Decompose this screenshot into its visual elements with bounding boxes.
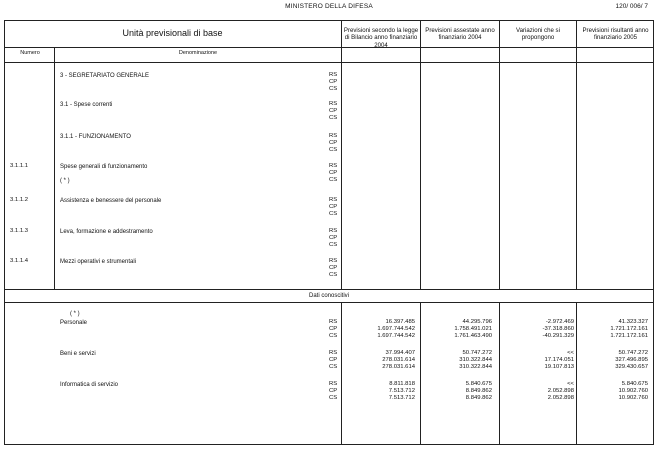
row-type: CP: [329, 108, 338, 114]
col-rule-3-lower: [499, 302, 500, 445]
prev-bilancio-value: 278.031.614: [382, 357, 415, 363]
upb-number: 3.1.1.2: [10, 197, 29, 203]
row-type: CP: [329, 204, 338, 210]
upb-label: 3 - SEGRETARIATO GENERALE: [60, 73, 150, 79]
prev-bilancio-header: Previsioni secondo la legge di Bilancio anno finanziario 2004: [343, 27, 419, 49]
row-type: CS: [329, 115, 338, 121]
row-type: RS: [329, 350, 338, 356]
row-type: CS: [329, 364, 338, 370]
dati-group-label: Informatica di servizio: [60, 382, 119, 388]
prev-assestate-value: 1.761.463.490: [454, 333, 492, 339]
row-type: CP: [329, 265, 338, 271]
variazione-value: -37.318.860: [542, 326, 574, 332]
col-rule-2: [420, 20, 421, 289]
upb-number: 3.1.1.1: [10, 163, 29, 169]
prev-bilancio-value: 16.397.485: [385, 319, 415, 325]
upb-label: Assistenza e benessere del personale: [60, 198, 162, 204]
row-type: RS: [329, 72, 338, 78]
prev-risultanti-header: Previsioni risultanti anno finanziario 2005: [582, 27, 649, 42]
prev-bilancio-value: 278.031.614: [382, 364, 415, 370]
prev-bilancio-value: 1.697.744.542: [377, 333, 415, 339]
row-type: CS: [329, 333, 338, 339]
prev-assestate-value: 50.747.272: [462, 350, 492, 356]
prev-bilancio-value: 1.697.744.542: [377, 326, 415, 332]
prev-assestate-value: 44.295.796: [462, 319, 492, 325]
prev-risultanti-value: 5.840.675: [621, 381, 648, 387]
prev-risultanti-value: 329.430.657: [615, 364, 648, 370]
col-rule-4: [576, 20, 577, 289]
prev-bilancio-value: 7.513.712: [388, 395, 415, 401]
upb-label: Leva, formazione e addestramento: [60, 229, 153, 235]
row-type: RS: [329, 163, 338, 169]
variazione-value: <<: [567, 381, 574, 387]
row-type: RS: [329, 319, 338, 325]
row-type: CS: [329, 211, 338, 217]
row-type: CP: [329, 79, 338, 85]
row-type: CP: [329, 140, 338, 146]
col-rule-3: [499, 20, 500, 289]
row-type: CS: [329, 272, 338, 278]
prev-assestate-value: 8.849.862: [465, 395, 492, 401]
row-type: CP: [329, 235, 338, 241]
denominazione-header: Denominazione: [178, 50, 218, 56]
prev-bilancio-value: 8.811.818: [389, 381, 415, 387]
header-divider: [4, 47, 654, 48]
upb-number: 3.1.1.3: [10, 228, 29, 234]
row-type: RS: [329, 197, 338, 203]
prev-assestate-value: 5.840.675: [465, 381, 492, 387]
variazione-value: 2.052.898: [547, 388, 574, 394]
upb-label-note: ( * ): [60, 178, 70, 184]
row-type: CP: [329, 357, 338, 363]
variazione-value: 2.052.898: [547, 395, 574, 401]
row-type: RS: [329, 133, 338, 139]
dati-note: ( * ): [70, 311, 80, 317]
row-type: CP: [329, 388, 338, 394]
prev-assestate-value: 310.322.844: [459, 364, 492, 370]
row-type: RS: [329, 101, 338, 107]
prev-bilancio-value: 37.994.407: [385, 350, 415, 356]
row-type: CS: [329, 147, 338, 153]
row-type: RS: [329, 228, 338, 234]
col-rule-2-lower: [420, 302, 421, 445]
upb-label: Spese generali di funzionamento: [60, 164, 148, 170]
row-type: RS: [329, 258, 338, 264]
variazione-value: -2.972.469: [545, 319, 574, 325]
row-type: CS: [329, 242, 338, 248]
variazione-value: -40.291.329: [542, 333, 574, 339]
variazione-value: 17.174.051: [544, 357, 574, 363]
row-type: CS: [329, 86, 338, 92]
dati-bottom-rule: [4, 302, 654, 303]
page-number: 120/ 006/ 7: [615, 3, 648, 10]
unita-header: Unità previsionali di base: [122, 28, 223, 38]
dati-conoscitivi-title: Dati conoscitivi: [308, 293, 349, 299]
dati-top-rule: [4, 289, 654, 290]
upb-label: 3.1 - Spese correnti: [60, 102, 113, 108]
col-rule-1-lower: [341, 302, 342, 445]
dati-group-label: Beni e servizi: [60, 351, 96, 357]
ministry-title: MINISTERO DELLA DIFESA: [285, 3, 373, 10]
prev-risultanti-value: 10.902.760: [618, 388, 648, 394]
row-type: CP: [329, 170, 338, 176]
upb-label: Mezzi operativi e strumentali: [60, 259, 137, 265]
row-type: CS: [329, 177, 338, 183]
prev-risultanti-value: 50.747.272: [618, 350, 648, 356]
prev-assestate-value: 8.849.862: [465, 388, 492, 394]
variazione-value: 19.107.813: [544, 364, 574, 370]
row-type: CS: [329, 395, 338, 401]
upb-number: 3.1.1.4: [10, 258, 29, 264]
numero-column-rule: [54, 48, 55, 289]
numero-header: Numero: [20, 50, 40, 56]
variazione-value: <<: [567, 350, 574, 356]
prev-assestate-value: 1.758.491.021: [454, 326, 492, 332]
upb-label: 3.1.1 - FUNZIONAMENTO: [60, 134, 131, 140]
row-type: CP: [329, 326, 338, 332]
prev-risultanti-value: 41.323.327: [618, 319, 648, 325]
prev-risultanti-value: 327.496.895: [615, 357, 648, 363]
prev-risultanti-value: 1.721.172.161: [610, 326, 648, 332]
dati-group-label: Personale: [60, 320, 88, 326]
prev-risultanti-value: 10.902.760: [618, 395, 648, 401]
variazioni-header: Variazioni che si propongono: [516, 27, 560, 42]
row-type: RS: [329, 381, 338, 387]
prev-assestate-header: Previsioni assestate anno finanziario 2004: [425, 27, 495, 42]
col-rule-1: [341, 20, 342, 289]
header-bottom-rule: [4, 62, 654, 63]
prev-assestate-value: 310.322.844: [459, 357, 492, 363]
prev-risultanti-value: 1.721.172.161: [610, 333, 648, 339]
prev-bilancio-value: 7.513.712: [388, 388, 415, 394]
col-rule-4-lower: [576, 302, 577, 445]
